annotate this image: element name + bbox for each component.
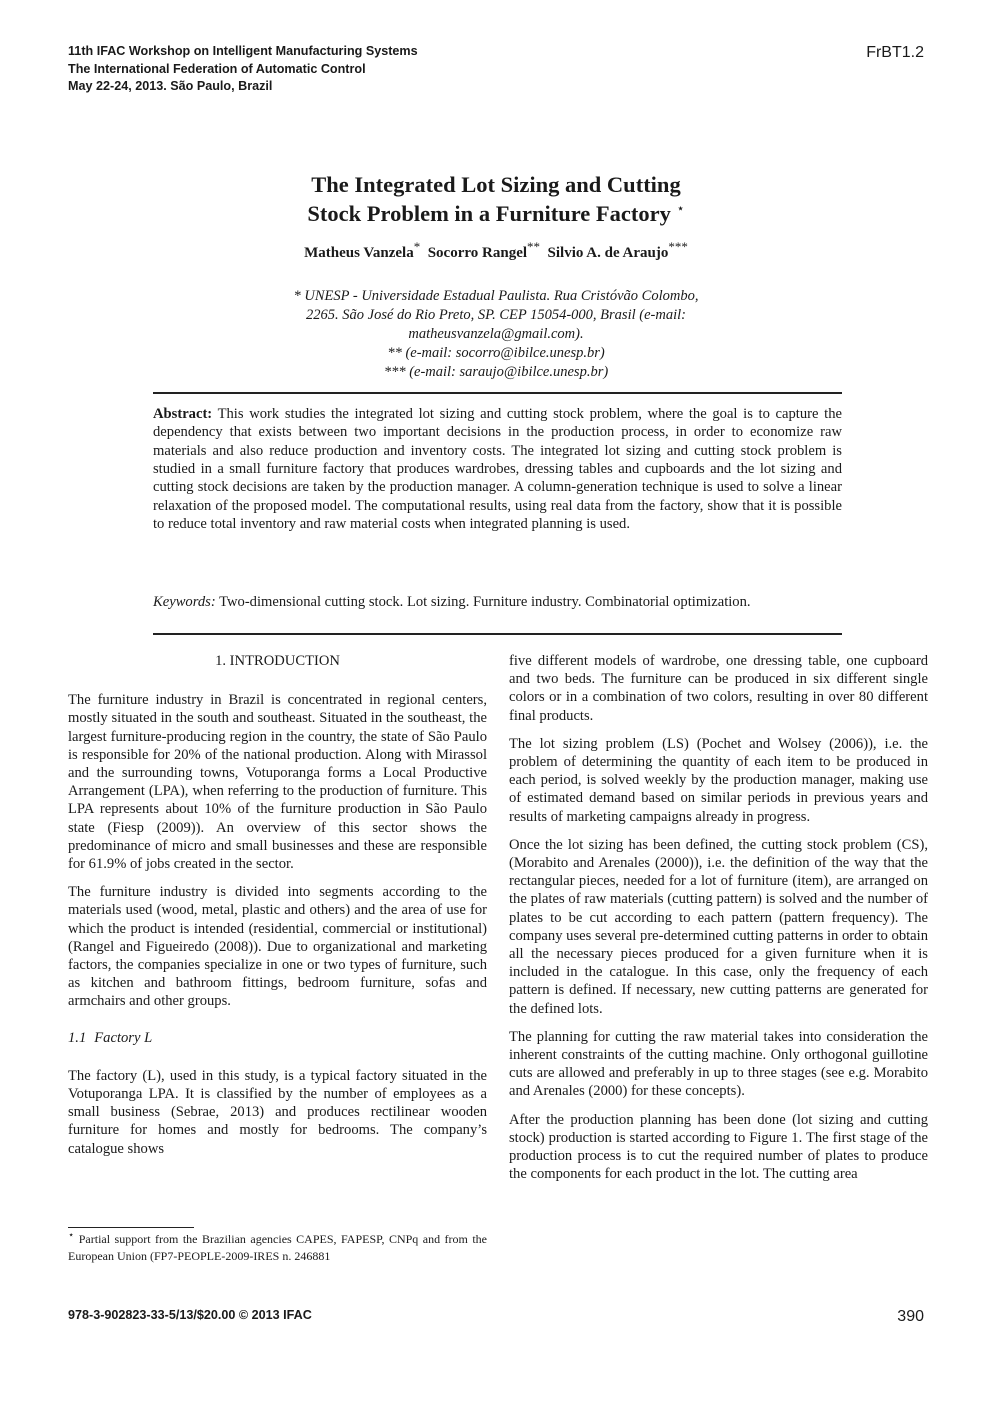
abstract-bottom-rule (153, 633, 842, 635)
title-line (150, 199, 842, 228)
body-paragraph: The planning for cutting the raw material takes into consideration the inherent constraints of the cutting machine. Only orthogonal guillotine cuts are allowed and preferably in up to three stages (see e.g. Morabito and Arenales (2000) for these concepts). (509, 1028, 928, 1100)
title-text: Stock Problem in a Furniture Factory (307, 201, 671, 226)
keywords-label: Keywords: (153, 594, 216, 610)
author-mark: ** (527, 239, 541, 254)
right-column (509, 652, 928, 1193)
body-paragraph: The furniture industry is divided into segments according to the materials used (wood, metal, plastic and others) and the area of use for which the product is intended (residential, commercial or institutional) (Rangel and Figueiredo (2008)). Due to organizational and marketing factors, the companies specialize in one or two types of furniture, such as kitchen and bathroom fittings, bedroom furniture, sofas and armchairs and other groups. (68, 884, 487, 1010)
affiliation-line: matheusvanzela@gmail.com). (408, 326, 584, 342)
subsection-heading (68, 1029, 487, 1047)
section-title: INTRODUCTION (229, 653, 340, 669)
abstract (153, 405, 842, 533)
body-paragraph: After the production planning has been done (lot sizing and cutting stock) production is started according to Figure 1. The first stage of the production process is to cut the required number of plates to produce the components for each product in the lot. The cutting area (509, 1111, 928, 1183)
affiliations (150, 287, 842, 382)
footnote-rule (68, 1227, 194, 1228)
conference-line: The International Federation of Automatic Control (68, 61, 366, 76)
abstract-text: This work studies the integrated lot sizing and cutting stock problem, where the goal is to capture the dependency that exists between two important decisions in the production process, in order to economize raw materials and also reduce production and inventory costs. The integrated lot sizing and cutting stock problem is studied in a small furniture factory that produces wardrobes, dressing tables and cupboards and the lot sizing and cutting stock decisions are taken by the production manager. A column-generation technique is used to solve a linear relaxation of the proposed model. The computational results, using real data from the factory, show that it is possible to reduce total inventory and raw material costs when integrated planning is used. (153, 406, 842, 533)
keywords (153, 593, 842, 611)
footnote-text: Partial support from the Brazilian agencies CAPES, FAPESP, CNPq and from the European Union (FP7-PEOPLE-2009-IRES n. 246881 (68, 1232, 488, 1263)
isbn-footer: 978-3-902823-33-5/13/$20.00 © 2013 IFAC (68, 1308, 312, 1322)
page-number: 390 (897, 1308, 924, 1325)
author-name: Socorro Rangel (427, 245, 528, 261)
session-code: FrBT1.2 (866, 44, 924, 61)
footnote (68, 1231, 487, 1264)
author-list (150, 239, 842, 262)
author-mark: *** (668, 239, 688, 254)
paper-title (150, 170, 842, 228)
abstract-top-rule (153, 392, 842, 394)
body-paragraph: The lot sizing problem (LS) (Pochet and Wolsey (2006)), i.e. the problem of determining the quantity of each item to be produced in each period, is solved weekly by the production manager, making use of estimated demand based on similar periods in previous years and results of marketing campaigns already in progress. (509, 735, 928, 825)
author-name: Silvio A. de Araujo (547, 245, 669, 261)
section-heading (68, 652, 487, 670)
title-footnote-mark: ⋆ (676, 200, 685, 216)
body-paragraph: Once the lot sizing has been defined, the cutting stock problem (CS), (Morabito and Arenales (2000)), i.e. the definition of the way that the rectangular pieces, needed for a lot of furniture (item), are arranged on the plates of raw materials (cutting pattern) is solved and the number of plates to be cut according to each pattern (pattern frequency). The company uses several pre-determined cutting patterns in order to obtain all the necessary pieces produced for a given furniture when it is included in the catalogue. In this case, only the frequency of each pattern is defined. If necessary, new cutting patterns are generated for the defined lots. (509, 836, 928, 1017)
conference-header (68, 43, 418, 96)
keywords-text: Two-dimensional cutting stock. Lot sizing. Furniture industry. Combinatorial optimization. (219, 594, 751, 610)
affiliation-line: 2265. São José do Rio Preto, SP. CEP 15054-000, Brasil (e-mail: (306, 307, 686, 323)
author-name: Matheus Vanzela (304, 245, 414, 261)
affiliation-line: * UNESP - Universidade Estadual Paulista. Rua Cristóvão Colombo, (293, 288, 699, 304)
abstract-label: Abstract: (153, 406, 213, 422)
footnote-mark: ⋆ (68, 1230, 75, 1241)
conference-line: May 22-24, 2013. São Paulo, Brazil (68, 79, 273, 93)
conference-line: 11th IFAC Workshop on Intelligent Manufacturing Systems (68, 44, 418, 58)
title-line: The Integrated Lot Sizing and Cutting (311, 172, 681, 197)
body-paragraph: The factory (L), used in this study, is a typical factory situated in the Votuporanga LPA. It is classified by the number of employees as a small business (Sebrae, 2013) and produces rectilinear wooden furniture for homes and mostly for bedrooms. The company’s catalogue shows (68, 1067, 487, 1157)
left-column (68, 652, 487, 1168)
affiliation-line: *** (e-mail: saraujo@ibilce.unesp.br) (383, 364, 609, 380)
subsection-title: Factory L (94, 1029, 153, 1046)
body-paragraph: five different models of wardrobe, one dressing table, one cupboard and two beds. The furniture can be produced in six different single colors or in a combination of two colors, resulting in over 80 different final products. (509, 653, 928, 724)
author-mark: * (413, 239, 421, 254)
affiliation-line: ** (e-mail: socorro@ibilce.unesp.br) (387, 345, 605, 361)
subsection-number: 1.1 (68, 1029, 87, 1046)
section-number: 1. (215, 653, 227, 669)
body-paragraph: The furniture industry in Brazil is concentrated in regional centers, mostly situated in the south and southeast. Situated in the southeast, the largest furniture-producing region in the country, the state of São Paulo is responsible for 20% of the national production. Along with Mirassol and the surrounding towns, Votuporanga forms a Local Productive Arrangement (LPA), when referring to the production of furniture. This LPA represents about 10% of the furniture production in São Paulo state (Fiesp (2009)). An overview of this sector shows the predominance of micro and small businesses and these are responsible for 61.9% of jobs created in the sector. (68, 692, 487, 873)
